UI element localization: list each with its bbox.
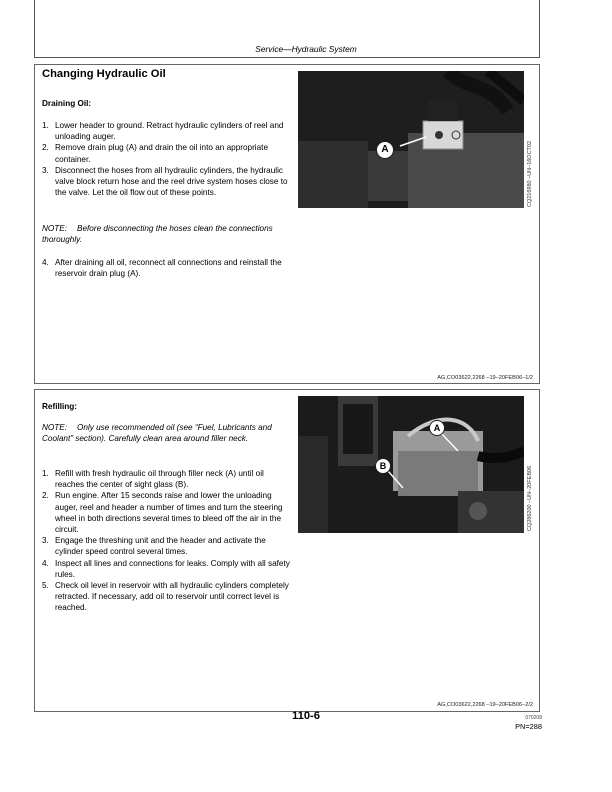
refilling-subtitle: Refilling: bbox=[42, 402, 78, 411]
refill-step-4: 4. Inspect all lines and connections for leaks. Comply with all safety rules. bbox=[42, 558, 290, 579]
draining-subtitle: Draining Oil: bbox=[42, 99, 92, 108]
refilling-steps bbox=[42, 468, 294, 614]
print-date: 070208 bbox=[525, 715, 542, 721]
step-1: 1. Lower header to ground. Retract hydraulic cylinders of reel and unloading auger. bbox=[42, 121, 284, 142]
photo-code: CQ216980 –UN–16OCT02 bbox=[527, 140, 533, 207]
draining-note: NOTE: Before disconnecting the hoses clean the connections thoroughly. bbox=[42, 224, 273, 245]
refill-step-2: 2. Run engine. After 15 seconds raise and lower the unloading auger, reel and header a number of times and turn the steering wheel in both directions several times to bleed off the air in the circuit. bbox=[42, 491, 283, 535]
refill-step-3: 3. Engage the threshing unit and the header and activate the cylinder speed control several times. bbox=[42, 536, 266, 557]
refill-step-5: 5. Check oil level in reservoir with all hydraulic cylinders completely retracted. If necessary, add oil to reservoir until correct level is reached. bbox=[42, 581, 289, 613]
draining-step-4 bbox=[42, 257, 294, 279]
section-ref: AG,CO03622,2268 –19–20FEB06–1/2 bbox=[437, 375, 533, 381]
callout-b: B bbox=[375, 458, 391, 474]
refill-step-1: 1. Refill with fresh hydraulic oil through filler neck (A) until oil reaches the center of sight glass (B). bbox=[42, 469, 264, 490]
draining-steps bbox=[42, 120, 294, 198]
page-header: Service—Hydraulic System bbox=[255, 44, 357, 54]
callout-a: A bbox=[429, 420, 445, 436]
photo-code: CQ286200 –UN–20FEB06 bbox=[527, 465, 533, 531]
section-ref: AG,CO03622,2268 –19–20FEB06–2/2 bbox=[437, 702, 533, 708]
refilling-note: NOTE: Only use recommended oil (see “Fuel, Lubricants and Coolant” section). Carefully clean area around filler neck. bbox=[42, 423, 272, 444]
step-3: 3. Disconnect the hoses from all hydraulic cylinders, the hydraulic valve block return hose and the reel drive system hoses close to the valve. Let the oil flow out of these points. bbox=[42, 165, 288, 198]
section-draining bbox=[34, 64, 540, 384]
reservoir-photo bbox=[298, 396, 524, 533]
pn-number: PN=288 bbox=[515, 722, 542, 731]
callout-a: A bbox=[376, 141, 394, 159]
header-rule bbox=[34, 57, 540, 58]
section-refilling bbox=[34, 389, 540, 712]
page-number: 110-6 bbox=[292, 710, 320, 722]
step-2: 2. Remove drain plug (A) and drain the oil into an appropriate container. bbox=[42, 143, 269, 164]
drain-plug-photo bbox=[298, 71, 524, 208]
section-title: Changing Hydraulic Oil bbox=[42, 68, 166, 80]
step-4: 4. After draining all oil, reconnect all connections and reinstall the reservoir drain plug (A). bbox=[42, 258, 282, 279]
